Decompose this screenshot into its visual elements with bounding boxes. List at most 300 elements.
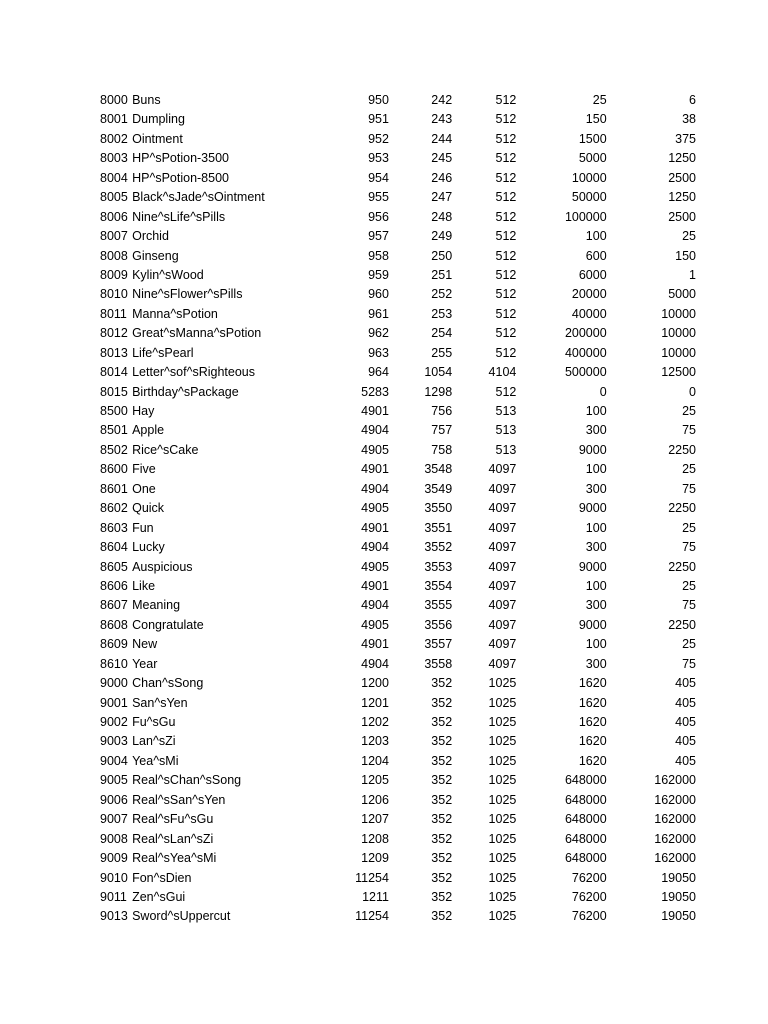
- table-row: [100, 616, 696, 635]
- item-id-cell: 9007: [100, 812, 128, 827]
- item-name-cell: Like: [132, 578, 156, 593]
- value-cell-2: 251: [431, 267, 453, 282]
- item-table-body: [100, 91, 696, 927]
- value-cell-4: 1620: [578, 753, 607, 768]
- value-cell-5: 75: [682, 540, 696, 555]
- table-row: [100, 227, 696, 246]
- value-cell-5: 405: [675, 715, 696, 729]
- value-cell-2: 1298: [424, 384, 453, 399]
- value-cell-1: 962: [368, 326, 389, 341]
- table-row: [100, 732, 696, 751]
- value-cell-5: 6: [689, 93, 696, 107]
- value-cell-5: 10000: [661, 306, 696, 321]
- item-id-cell: 8004: [100, 170, 128, 185]
- item-name-cell: HP^sPotion-3500: [132, 151, 229, 166]
- value-cell-1: 964: [368, 365, 389, 380]
- value-cell-1: 4901: [361, 520, 389, 535]
- item-name-cell: Buns: [132, 93, 161, 107]
- table-row: [100, 558, 696, 577]
- table-row: [100, 791, 696, 810]
- item-id-cell: 8601: [100, 481, 128, 496]
- value-cell-2: 3554: [424, 578, 453, 593]
- value-cell-4: 25: [592, 93, 607, 107]
- value-cell-3: 4097: [488, 501, 517, 516]
- value-cell-3: 4097: [488, 481, 517, 496]
- item-name-cell: Chan^sSong: [132, 676, 204, 691]
- value-cell-2: 249: [431, 229, 453, 244]
- value-cell-2: 3550: [424, 501, 453, 516]
- value-cell-5: 405: [675, 676, 696, 691]
- value-cell-3: 4097: [488, 520, 517, 535]
- table-row: [100, 810, 696, 829]
- value-cell-3: 512: [495, 267, 517, 282]
- value-cell-2: 248: [431, 209, 453, 224]
- item-id-cell: 9005: [100, 773, 128, 788]
- value-cell-5: 12500: [661, 365, 696, 380]
- value-cell-4: 200000: [564, 326, 607, 341]
- value-cell-2: 352: [431, 889, 453, 904]
- item-name-cell: Manna^sPotion: [132, 306, 218, 321]
- table-row: [100, 363, 696, 382]
- value-cell-2: 757: [431, 423, 453, 438]
- value-cell-3: 512: [495, 248, 517, 263]
- item-id-cell: 8009: [100, 267, 128, 282]
- value-cell-1: 4901: [361, 637, 389, 652]
- table-row: [100, 713, 696, 732]
- value-cell-3: 1025: [488, 909, 517, 924]
- value-cell-4: 648000: [564, 851, 607, 866]
- item-id-cell: 8012: [100, 326, 128, 341]
- value-cell-4: 400000: [564, 345, 607, 360]
- value-cell-2: 253: [431, 306, 453, 321]
- value-cell-5: 1250: [668, 190, 696, 205]
- value-cell-5: 0: [689, 384, 696, 399]
- spreadsheet-page: [100, 91, 700, 927]
- item-id-cell: 8001: [100, 112, 128, 127]
- item-name-cell: HP^sPotion-8500: [132, 170, 229, 185]
- value-cell-5: 2250: [668, 559, 696, 574]
- value-cell-2: 3553: [424, 559, 453, 574]
- value-cell-4: 100000: [564, 209, 607, 224]
- value-cell-3: 4097: [488, 578, 517, 593]
- value-cell-4: 300: [585, 423, 607, 438]
- item-id-cell: 8006: [100, 209, 128, 224]
- value-cell-4: 9000: [578, 501, 607, 516]
- value-cell-2: 247: [431, 190, 453, 205]
- value-cell-3: 1025: [488, 734, 517, 749]
- item-name-cell: Quick: [132, 501, 165, 516]
- value-cell-2: 245: [431, 151, 453, 166]
- value-cell-1: 1204: [361, 753, 389, 768]
- value-cell-5: 75: [682, 598, 696, 613]
- value-cell-3: 512: [495, 93, 517, 107]
- value-cell-2: 352: [431, 831, 453, 846]
- value-cell-3: 1025: [488, 851, 517, 866]
- value-cell-3: 4104: [488, 365, 517, 380]
- item-id-cell: 9009: [100, 851, 128, 866]
- value-cell-5: 25: [682, 637, 696, 652]
- table-row: [100, 266, 696, 285]
- item-id-cell: 8602: [100, 501, 128, 516]
- value-cell-4: 100: [585, 637, 607, 652]
- table-row: [100, 830, 696, 849]
- value-cell-5: 1250: [668, 151, 696, 166]
- value-cell-5: 75: [682, 656, 696, 671]
- item-name-cell: New: [132, 637, 158, 652]
- value-cell-1: 953: [368, 151, 389, 166]
- value-cell-4: 6000: [578, 267, 607, 282]
- item-id-cell: 8500: [100, 404, 128, 418]
- value-cell-1: 1200: [361, 676, 389, 691]
- item-name-cell: Nine^sLife^sPills: [132, 209, 226, 224]
- item-name-cell: Fon^sDien: [132, 870, 192, 885]
- value-cell-3: 512: [495, 326, 517, 341]
- value-cell-1: 11254: [355, 909, 389, 924]
- value-cell-5: 25: [682, 404, 696, 418]
- value-cell-1: 4905: [361, 559, 389, 574]
- table-row: [100, 149, 696, 168]
- value-cell-3: 1025: [488, 792, 517, 807]
- item-id-cell: 9013: [100, 909, 128, 924]
- value-cell-4: 1620: [578, 695, 607, 710]
- value-cell-4: 9000: [578, 617, 607, 632]
- table-row: [100, 421, 696, 440]
- value-cell-2: 3556: [424, 617, 453, 632]
- value-cell-2: 3552: [424, 540, 453, 555]
- value-cell-5: 38: [682, 112, 696, 127]
- item-name-cell: Meaning: [132, 598, 181, 613]
- value-cell-1: 958: [368, 248, 389, 263]
- value-cell-3: 512: [495, 345, 517, 360]
- value-cell-5: 2500: [668, 209, 696, 224]
- value-cell-2: 756: [431, 404, 453, 418]
- table-row: [100, 635, 696, 654]
- table-row: [100, 169, 696, 188]
- item-id-cell: 9010: [100, 870, 128, 885]
- value-cell-3: 513: [495, 423, 517, 438]
- value-cell-2: 244: [431, 131, 453, 146]
- item-name-cell: Birthday^sPackage: [132, 384, 239, 399]
- table-row: [100, 247, 696, 266]
- value-cell-3: 1025: [488, 676, 517, 691]
- value-cell-3: 513: [495, 404, 517, 418]
- value-cell-5: 2250: [668, 442, 696, 457]
- value-cell-4: 500000: [564, 365, 607, 380]
- item-name-cell: San^sYen: [132, 695, 188, 710]
- value-cell-2: 255: [431, 345, 453, 360]
- value-cell-1: 1206: [361, 792, 389, 807]
- value-cell-3: 1025: [488, 753, 517, 768]
- value-cell-3: 1025: [488, 773, 517, 788]
- item-id-cell: 8010: [100, 287, 128, 302]
- item-name-cell: Yea^sMi: [132, 753, 179, 768]
- value-cell-5: 162000: [654, 773, 696, 788]
- item-id-cell: 8604: [100, 540, 128, 555]
- item-id-cell: 9011: [100, 889, 127, 904]
- value-cell-2: 352: [431, 695, 453, 710]
- table-row: [100, 771, 696, 790]
- value-cell-4: 0: [599, 384, 607, 399]
- value-cell-4: 300: [585, 656, 607, 671]
- item-name-cell: Orchid: [132, 229, 169, 244]
- item-id-cell: 8014: [100, 365, 128, 380]
- item-id-cell: 8609: [100, 637, 128, 652]
- table-row: [100, 519, 696, 538]
- value-cell-2: 243: [431, 112, 453, 127]
- value-cell-4: 76200: [571, 870, 607, 885]
- table-row: [100, 694, 696, 713]
- value-cell-4: 1500: [578, 131, 607, 146]
- value-cell-1: 952: [368, 131, 389, 146]
- value-cell-1: 1203: [361, 734, 389, 749]
- item-id-cell: 8002: [100, 131, 128, 146]
- value-cell-4: 1620: [578, 715, 607, 729]
- item-id-cell: 9008: [100, 831, 128, 846]
- value-cell-1: 957: [368, 229, 389, 244]
- value-cell-3: 512: [495, 112, 517, 127]
- value-cell-4: 1620: [578, 734, 607, 749]
- value-cell-4: 50000: [571, 190, 607, 205]
- value-cell-2: 246: [431, 170, 453, 185]
- item-id-cell: 8007: [100, 229, 128, 244]
- table-row: [100, 888, 696, 907]
- item-id-cell: 9002: [100, 715, 128, 729]
- item-name-cell: Real^sLan^sZi: [132, 831, 214, 846]
- table-row: [100, 208, 696, 227]
- table-row: [100, 752, 696, 771]
- table-row: [100, 110, 696, 129]
- value-cell-1: 4901: [361, 404, 389, 418]
- item-id-cell: 8603: [100, 520, 128, 535]
- item-id-cell: 9003: [100, 734, 128, 749]
- value-cell-4: 9000: [578, 442, 607, 457]
- item-name-cell: Auspicious: [132, 559, 193, 574]
- value-cell-5: 405: [675, 695, 696, 710]
- value-cell-1: 950: [368, 93, 389, 107]
- value-cell-5: 162000: [654, 831, 696, 846]
- value-cell-2: 352: [431, 870, 453, 885]
- item-name-cell: Kylin^sWood: [132, 267, 204, 282]
- value-cell-2: 252: [431, 287, 453, 302]
- item-id-cell: 8502: [100, 442, 128, 457]
- item-id-cell: 8011: [100, 306, 127, 321]
- value-cell-4: 100: [585, 404, 607, 418]
- table-row: [100, 538, 696, 557]
- value-cell-5: 25: [682, 578, 696, 593]
- item-id-cell: 8600: [100, 462, 128, 477]
- value-cell-3: 1025: [488, 812, 517, 827]
- value-cell-3: 4097: [488, 462, 517, 477]
- value-cell-1: 1207: [361, 812, 389, 827]
- item-name-cell: Great^sManna^sPotion: [132, 326, 262, 341]
- value-cell-3: 512: [495, 170, 517, 185]
- value-cell-1: 963: [368, 345, 389, 360]
- value-cell-5: 150: [675, 248, 696, 263]
- value-cell-1: 959: [368, 267, 389, 282]
- table-row: [100, 130, 696, 149]
- table-row: [100, 674, 696, 693]
- table-row: [100, 285, 696, 304]
- table-row: [100, 188, 696, 207]
- item-id-cell: 8610: [100, 656, 128, 671]
- value-cell-1: 4904: [361, 481, 389, 496]
- value-cell-2: 352: [431, 773, 453, 788]
- value-cell-3: 512: [495, 209, 517, 224]
- value-cell-3: 1025: [488, 695, 517, 710]
- value-cell-4: 100: [585, 229, 607, 244]
- value-cell-3: 4097: [488, 637, 517, 652]
- table-row: [100, 305, 696, 324]
- value-cell-5: 25: [682, 520, 696, 535]
- value-cell-2: 3557: [424, 637, 453, 652]
- item-name-cell: Ointment: [132, 131, 183, 146]
- value-cell-3: 512: [495, 306, 517, 321]
- item-id-cell: 8008: [100, 248, 128, 263]
- table-row: [100, 402, 696, 421]
- table-row: [100, 577, 696, 596]
- value-cell-4: 150: [585, 112, 607, 127]
- value-cell-1: 4905: [361, 617, 389, 632]
- value-cell-1: 951: [368, 112, 389, 127]
- item-name-cell: Lan^sZi: [132, 734, 176, 749]
- value-cell-3: 1025: [488, 831, 517, 846]
- table-row: [100, 849, 696, 868]
- value-cell-4: 600: [585, 248, 607, 263]
- value-cell-5: 10000: [661, 345, 696, 360]
- item-name-cell: Hay: [132, 404, 155, 418]
- item-name-cell: Sword^sUppercut: [132, 909, 231, 924]
- value-cell-3: 1025: [488, 870, 517, 885]
- value-cell-3: 4097: [488, 617, 517, 632]
- item-id-cell: 8605: [100, 559, 128, 574]
- table-row: [100, 324, 696, 343]
- value-cell-1: 955: [368, 190, 389, 205]
- value-cell-3: 512: [495, 190, 517, 205]
- item-id-cell: 8606: [100, 578, 128, 593]
- value-cell-5: 2500: [668, 170, 696, 185]
- value-cell-2: 1054: [424, 365, 453, 380]
- item-name-cell: Rice^sCake: [132, 442, 199, 457]
- value-cell-4: 648000: [564, 792, 607, 807]
- value-cell-5: 2250: [668, 617, 696, 632]
- item-name-cell: Black^sJade^sOintment: [132, 190, 265, 205]
- item-name-cell: Dumpling: [132, 112, 185, 127]
- table-row: [100, 596, 696, 615]
- item-name-cell: Five: [132, 462, 156, 477]
- value-cell-3: 1025: [488, 715, 517, 729]
- value-cell-4: 648000: [564, 831, 607, 846]
- value-cell-1: 1209: [361, 851, 389, 866]
- value-cell-1: 4904: [361, 540, 389, 555]
- item-name-cell: Zen^sGui: [132, 889, 186, 904]
- value-cell-5: 405: [675, 734, 696, 749]
- value-cell-2: 254: [431, 326, 453, 341]
- value-cell-5: 19050: [661, 889, 696, 904]
- item-id-cell: 8000: [100, 93, 128, 107]
- value-cell-5: 375: [675, 131, 696, 146]
- value-cell-1: 956: [368, 209, 389, 224]
- value-cell-4: 300: [585, 481, 607, 496]
- table-row: [100, 655, 696, 674]
- item-id-cell: 8607: [100, 598, 128, 613]
- value-cell-2: 352: [431, 909, 453, 924]
- value-cell-1: 4905: [361, 442, 389, 457]
- value-cell-1: 11254: [355, 870, 389, 885]
- value-cell-4: 5000: [578, 151, 607, 166]
- item-id-cell: 8608: [100, 617, 128, 632]
- value-cell-4: 9000: [578, 559, 607, 574]
- value-cell-1: 5283: [361, 384, 389, 399]
- value-cell-1: 961: [368, 306, 389, 321]
- item-id-cell: 8013: [100, 345, 128, 360]
- value-cell-4: 100: [585, 520, 607, 535]
- value-cell-2: 3548: [424, 462, 453, 477]
- value-cell-3: 4097: [488, 598, 517, 613]
- item-name-cell: Fun: [132, 520, 154, 535]
- value-cell-5: 10000: [661, 326, 696, 341]
- value-cell-4: 300: [585, 540, 607, 555]
- value-cell-5: 162000: [654, 812, 696, 827]
- value-cell-2: 3551: [424, 520, 453, 535]
- value-cell-3: 4097: [488, 656, 517, 671]
- value-cell-4: 1620: [578, 676, 607, 691]
- table-row: [100, 869, 696, 888]
- value-cell-5: 19050: [661, 909, 696, 924]
- value-cell-5: 5000: [668, 287, 696, 302]
- value-cell-5: 405: [675, 753, 696, 768]
- value-cell-3: 4097: [488, 540, 517, 555]
- value-cell-4: 76200: [571, 889, 607, 904]
- value-cell-4: 76200: [571, 909, 607, 924]
- value-cell-3: 513: [495, 442, 517, 457]
- item-name-cell: Real^sYea^sMi: [132, 851, 217, 866]
- table-row: [100, 499, 696, 518]
- value-cell-2: 242: [431, 93, 453, 107]
- item-name-cell: One: [132, 481, 156, 496]
- value-cell-5: 19050: [661, 870, 696, 885]
- value-cell-4: 10000: [571, 170, 607, 185]
- value-cell-1: 4905: [361, 501, 389, 516]
- value-cell-5: 162000: [654, 792, 696, 807]
- value-cell-1: 4904: [361, 656, 389, 671]
- table-row: [100, 344, 696, 363]
- item-id-cell: 8501: [100, 423, 128, 438]
- item-name-cell: Letter^sof^sRighteous: [132, 365, 256, 380]
- value-cell-2: 352: [431, 734, 453, 749]
- value-cell-5: 25: [682, 462, 696, 477]
- table-row: [100, 460, 696, 479]
- value-cell-5: 162000: [654, 851, 696, 866]
- table-row: [100, 907, 696, 926]
- value-cell-2: 352: [431, 851, 453, 866]
- item-name-cell: Ginseng: [132, 248, 179, 263]
- value-cell-3: 512: [495, 384, 517, 399]
- value-cell-1: 1205: [361, 773, 389, 788]
- item-id-cell: 9004: [100, 753, 128, 768]
- value-cell-2: 3555: [424, 598, 453, 613]
- value-cell-4: 100: [585, 578, 607, 593]
- item-table: [100, 91, 696, 927]
- value-cell-3: 4097: [488, 559, 517, 574]
- value-cell-4: 20000: [571, 287, 607, 302]
- value-cell-5: 1: [689, 267, 696, 282]
- value-cell-1: 1211: [362, 889, 389, 904]
- value-cell-4: 648000: [564, 812, 607, 827]
- value-cell-3: 512: [495, 131, 517, 146]
- value-cell-1: 4901: [361, 462, 389, 477]
- value-cell-5: 75: [682, 481, 696, 496]
- value-cell-3: 512: [495, 229, 517, 244]
